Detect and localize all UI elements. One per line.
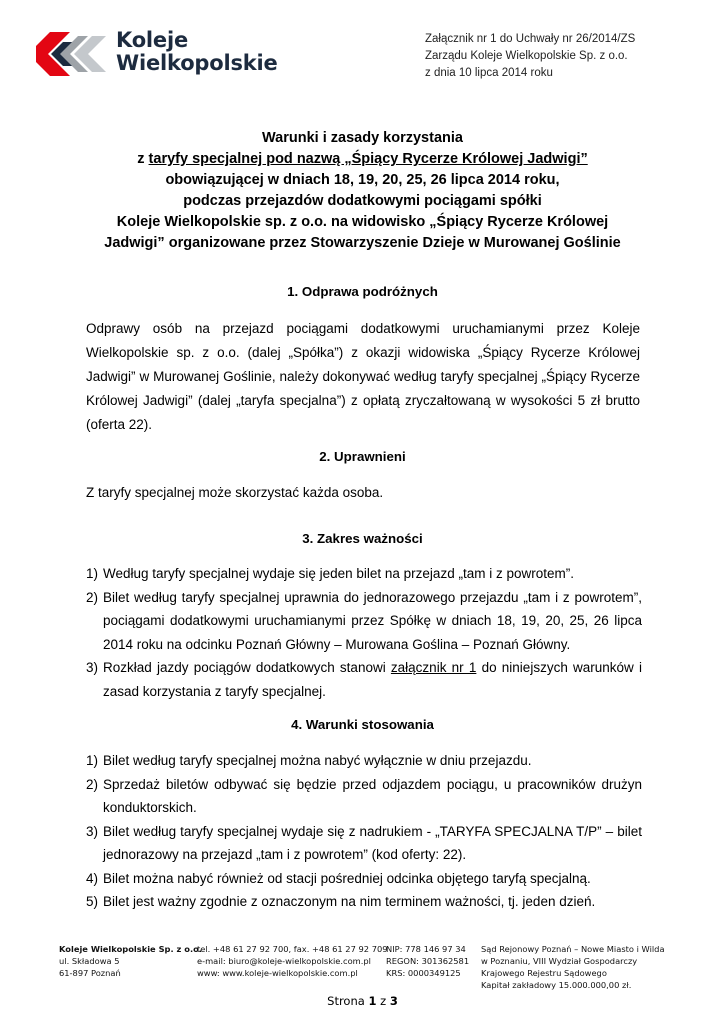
attachment-line: Zarządu Koleje Wielkopolskie Sp. z o.o. [425, 50, 628, 62]
attachment-line: z dnia 10 lipca 2014 roku [425, 67, 553, 79]
footer-line: KRS: 0000349125 [386, 968, 461, 978]
footer-line: tel. +48 61 27 92 700, fax. +48 61 27 92 709 [197, 944, 388, 954]
list-item-number: 1) [86, 753, 99, 768]
list-item-number: 3) [86, 660, 99, 675]
attachment-note [425, 31, 635, 82]
footer-email[interactable]: e-mail: biuro@koleje-wielkopolskie.com.pl [197, 956, 371, 966]
attachment-link[interactable]: załącznik nr 1 [390, 660, 477, 675]
attachment-line: Załącznik nr 1 do Uchwały nr 26/2014/ZS [425, 33, 636, 45]
list-item-text: Rozkład jazdy pociągów dodatkowych stanowi [103, 660, 391, 675]
footer-line: ul. Składowa 5 [59, 956, 120, 966]
section-4-list [86, 749, 642, 914]
section-heading-2: 2. Uprawnieni [319, 449, 406, 464]
footer-court [481, 943, 665, 991]
list-item-number: 3) [86, 823, 99, 839]
footer-line: w Poznaniu, VIII Wydział Gospodarczy [481, 956, 638, 966]
page-current: 1 [368, 994, 377, 1008]
footer-line: Sąd Rejonowy Poznań – Nowe Miasto i Wilda [481, 944, 665, 954]
list-item [86, 749, 642, 773]
section-2-paragraph: Z taryfy specjalnej może skorzystać każda osoba. [86, 485, 384, 500]
company-logo [36, 26, 278, 80]
footer-company [59, 943, 202, 979]
title-line-prefix: z [137, 151, 149, 167]
list-item [86, 867, 642, 891]
footer-contact [197, 943, 388, 979]
list-item-number: 5) [86, 894, 99, 909]
list-item-number: 1) [86, 566, 99, 581]
title-line: Warunki i zasady korzystania [262, 130, 463, 146]
footer-line: Kapitał zakładowy 15.000.000,00 zł. [481, 980, 632, 990]
page-total: 3 [389, 994, 398, 1008]
title-line: obowiązującej w dniach 18, 19, 20, 25, 26 lipca 2014 roku, [165, 172, 560, 188]
list-item-text: do niniejszych warunków i zasad korzystania z taryfy specjalnej. [103, 660, 643, 699]
list-item-text: Bilet według taryfy specjalnej uprawnia do jednorazowego przejazdu „tam i z powrotem”, pociągami dodatkowymi uruchamianymi przez Spółkę w dniach 18, 19, 20, 25, 26 lipca 2014 roku na odcinku Poznań Główny – Murowana Goślina – Poznań Główny. [103, 589, 642, 652]
list-item-number: 2) [86, 589, 99, 605]
logo-mark-icon [36, 32, 108, 76]
section-3-list [86, 562, 642, 703]
footer-website[interactable]: www: www.koleje-wielkopolskie.com.pl [197, 968, 358, 978]
section-heading-3: 3. Zakres ważności [302, 531, 423, 546]
list-item-number: 4) [86, 870, 99, 886]
list-item-text: Sprzedaż biletów odbywać się będzie przed odjazdem pociągu, u pracowników drużyn konduktorskich. [103, 776, 642, 815]
footer-line: REGON: 301362581 [386, 956, 470, 966]
logo-line-1: Koleje [116, 28, 189, 52]
page-number [0, 994, 725, 1008]
list-item [86, 656, 642, 703]
title-line: Jadwigi” organizowane przez Stowarzyszenie Dzieje w Murowanej Goślinie [104, 235, 621, 251]
page-number-prefix: Strona [327, 994, 369, 1008]
title-line [60, 149, 665, 170]
page-number-middle: z [376, 994, 390, 1008]
list-item-text: Bilet według taryfy specjalnej wydaje się z nadrukiem - „TARYFA SPECJALNA T/P” – bilet jednorazowy na przejazd „tam i z powrotem” (kod oferty: 22). [103, 823, 642, 862]
list-item [86, 890, 642, 914]
footer-line: NIP: 778 146 97 34 [386, 944, 466, 954]
list-item-text: Według taryfy specjalnej wydaje się jeden bilet na przejazd „tam i z powrotem”. [103, 566, 574, 581]
title-line: podczas przejazdów dodatkowymi pociągami spółki [183, 193, 542, 209]
list-item [86, 562, 642, 586]
title-underlined-text: taryfy specjalnej pod nazwą „Śpiący Rycerze Królowej Jadwigi” [148, 151, 588, 167]
logo-wordmark [116, 29, 278, 75]
title-line: Koleje Wielkopolskie sp. z o.o. na widowisko „Śpiący Rycerze Królowej [116, 214, 609, 230]
list-item-text: Bilet można nabyć również od stacji pośredniej odcinka objętego taryfą specjalną. [103, 870, 591, 886]
section-1-paragraph: Odprawy osób na przejazd pociągami dodatkowymi uruchamianymi przez Koleje Wielkopolskie sp. z o.o. (dalej „Spółka”) z okazji widowiska „Śpiący Rycerze Królowej Jadwigi” w Murowanej Goślinie, należy dokonywać według taryfy specjalnej „Śpiący Rycerze Królowej Jadwigi” (dalej „taryfa specjalna”) z opłatą zryczałtowaną w wysokości 5 zł brutto (oferta 22). [86, 321, 640, 432]
list-item-text: Bilet jest ważny zgodnie z oznaczonym na nim terminem ważności, tj. jeden dzień. [103, 894, 596, 909]
footer-line: 61-897 Poznań [59, 968, 121, 978]
list-item-text: Bilet według taryfy specjalnej można nabyć wyłącznie w dniu przejazdu. [103, 753, 532, 768]
list-item [86, 773, 642, 820]
list-item-number: 2) [86, 776, 99, 792]
footer-line: Krajowego Rejestru Sądowego [481, 968, 607, 978]
section-heading-1: 1. Odprawa podróżnych [287, 284, 438, 299]
list-item [86, 820, 642, 867]
section-heading-4: 4. Warunki stosowania [291, 717, 434, 732]
list-item [86, 586, 642, 657]
logo-line-2: Wielkopolskie [116, 51, 278, 75]
footer-company-name: Koleje Wielkopolskie Sp. z o.o. [59, 944, 202, 954]
footer-registry-ids [386, 943, 469, 979]
document-title [60, 128, 665, 254]
